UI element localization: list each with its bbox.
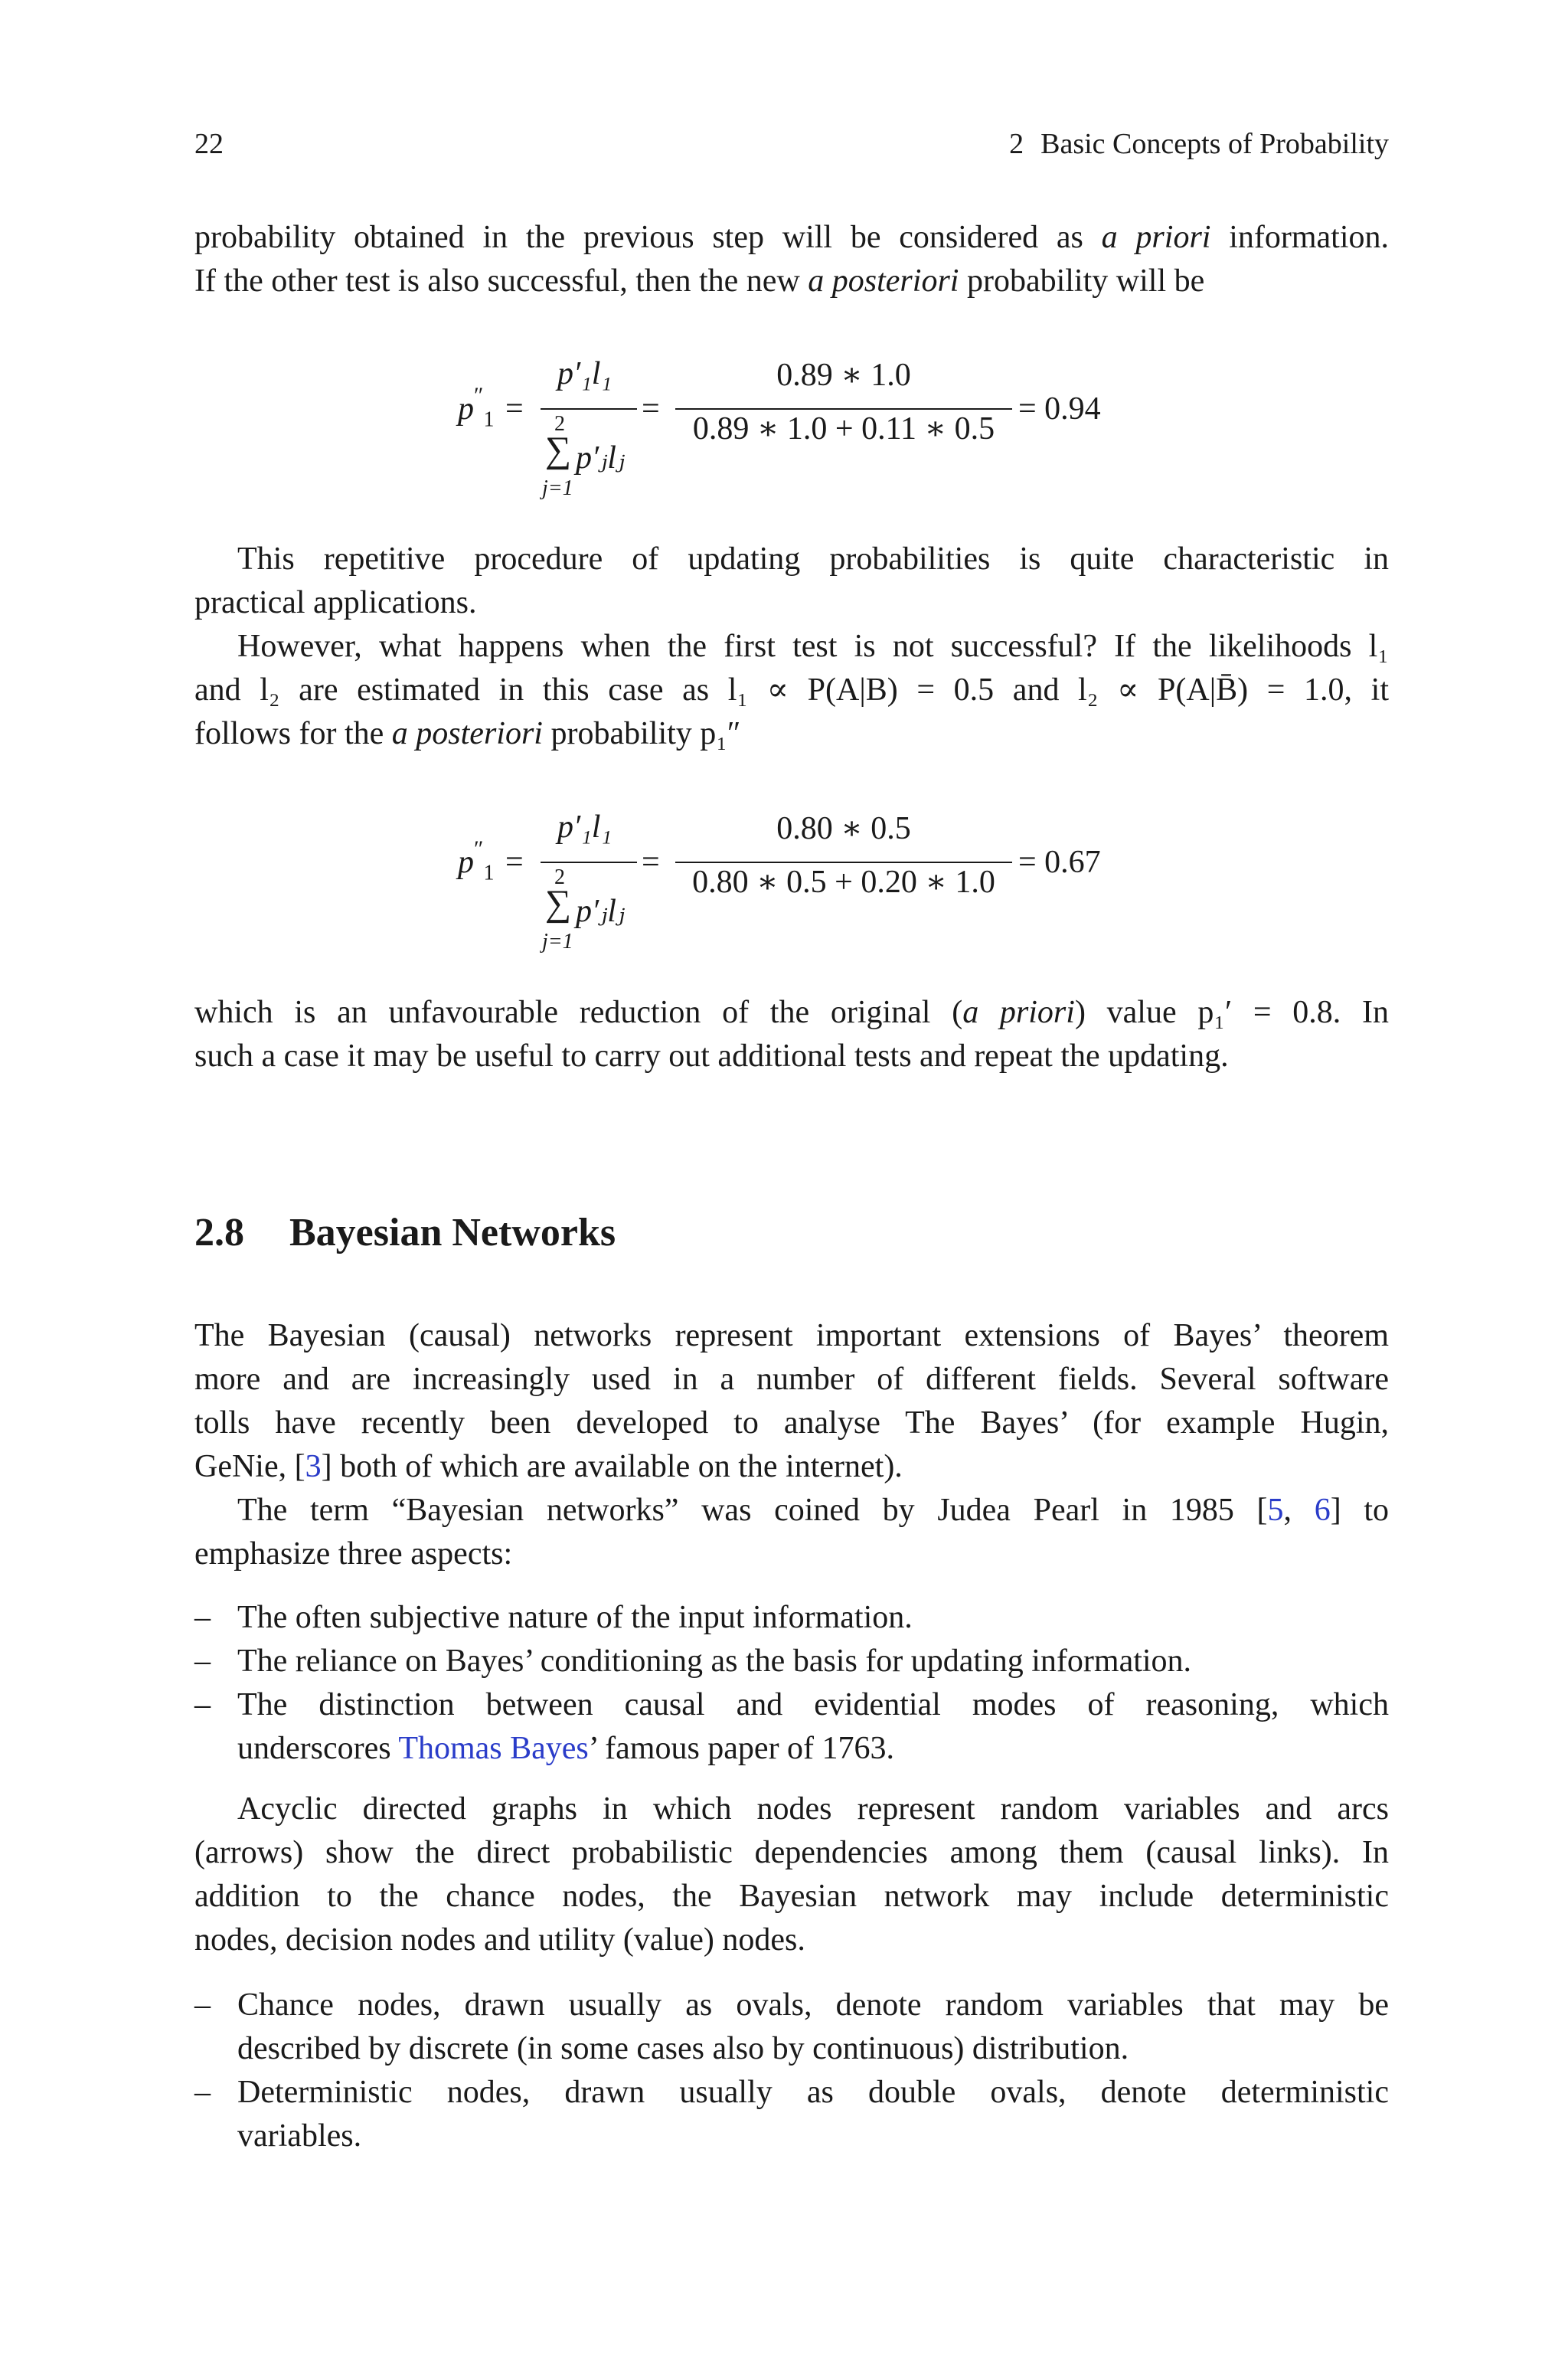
- text-line: The distinction between causal and evidential modes of reasoning, which: [237, 1687, 1389, 1722]
- list-item: [194, 1683, 1389, 1771]
- equation-result: = 0.67: [1018, 845, 1101, 880]
- aspects-list: [194, 1596, 1389, 1771]
- paragraph-unsuccessful-test: [194, 625, 1389, 756]
- equation-posterior-failure: [0, 810, 1568, 980]
- text-line: and l₂ are estimated in this case as l₁ ∝ P(A|B) = 0.5 and l₂ ∝ P(A|B̄) = 1.0, it: [194, 672, 1389, 708]
- sum-term: p′ⱼlⱼ: [576, 894, 626, 929]
- text-span: probability will be: [959, 263, 1205, 299]
- equation-result: = 0.94: [1018, 391, 1101, 427]
- sum-lower-limit: j=1: [542, 476, 573, 500]
- dash-bullet: –: [194, 1687, 211, 1722]
- text-span: ’ famous paper of 1763.: [588, 1731, 895, 1766]
- sum-sign: ∑: [545, 430, 572, 470]
- citation-link-3[interactable]: 3: [305, 1449, 322, 1484]
- sum-term: p′ⱼlⱼ: [576, 440, 626, 476]
- text-line: [194, 1489, 1389, 1532]
- equation-lhs: [458, 836, 495, 885]
- text-line: The reliance on Bayes’ conditioning as the basis for updating information.: [237, 1644, 1192, 1679]
- running-head: [1009, 127, 1389, 161]
- text-line: emphasize three aspects:: [194, 1536, 513, 1572]
- fraction-bar: [541, 862, 637, 863]
- citation-link-5[interactable]: 5: [1267, 1493, 1284, 1528]
- text-span: follows for the: [194, 716, 392, 751]
- text-line: [194, 1445, 1389, 1489]
- list-item: [194, 2071, 1389, 2158]
- text-line: [194, 712, 1389, 756]
- text-span: probability p₁″: [542, 716, 741, 751]
- lhs-symbol: p: [458, 845, 474, 880]
- fraction-numerator: p′₁l₁: [557, 356, 612, 391]
- text-line: The often subjective nature of the input information.: [237, 1600, 913, 1635]
- fraction-bar: [541, 408, 637, 410]
- sum-upper-limit: 2: [554, 865, 565, 889]
- text-line: addition to the chance nodes, the Bayesian network may include deterministic: [194, 1879, 1389, 1914]
- dash-bullet: –: [194, 1600, 211, 1635]
- text-line: nodes, decision nodes and utility (value) nodes.: [194, 1922, 805, 1958]
- text-span: ] both of which are available on the internet).: [321, 1449, 903, 1484]
- paragraph-prior-update: [194, 216, 1389, 303]
- emphasis-a-priori: a priori: [962, 995, 1075, 1030]
- text-line: more and are increasingly used in a number of different fields. Several software: [194, 1362, 1389, 1397]
- text-line: This repetitive procedure of updating probabilities is quite characteristic in: [237, 541, 1389, 577]
- text-line: (arrows) show the direct probabilistic dependencies among them (causal links). In: [194, 1835, 1389, 1870]
- fraction-denominator: 0.89 ∗ 1.0 + 0.11 ∗ 0.5: [692, 411, 995, 446]
- chapter-title: Basic Concepts of Probability: [1040, 128, 1389, 160]
- paragraph-term-origin: [194, 1489, 1389, 1576]
- equals-sign: =: [505, 391, 524, 427]
- lhs-superscript: ″: [474, 836, 484, 862]
- text-line: variables.: [237, 2118, 362, 2154]
- fraction-numerator: 0.80 ∗ 0.5: [776, 811, 911, 846]
- sum-upper-limit: 2: [554, 412, 565, 436]
- list-item: [194, 1640, 1389, 1683]
- text-line: [194, 260, 1389, 303]
- list-item: [194, 1596, 1389, 1640]
- list-item: [194, 1984, 1389, 2071]
- emphasis-a-priori: a priori: [1101, 220, 1211, 255]
- dash-bullet: –: [194, 2075, 211, 2110]
- text-line: described by discrete (in some cases also by continuous) distribution.: [237, 2031, 1129, 2066]
- page-number: 22: [194, 128, 224, 160]
- text-line: The Bayesian (causal) networks represent important extensions of Bayes’ theorem: [194, 1318, 1389, 1353]
- text-span: probability obtained in the previous step will be considered as: [194, 220, 1102, 255]
- fraction-numerator: 0.89 ∗ 1.0: [776, 358, 911, 393]
- paragraph-repetitive-procedure: [194, 538, 1389, 625]
- lhs-superscript: ″: [474, 383, 484, 408]
- text-span: GeNie, [: [194, 1449, 305, 1484]
- text-line: tolls have recently been developed to analyse The Bayes’ (for example Hugin,: [194, 1405, 1389, 1441]
- text-span: which is an unfavourable reduction of the original (: [194, 995, 963, 1030]
- text-line: Acyclic directed graphs in which nodes represent random variables and arcs: [237, 1791, 1389, 1827]
- paragraph-bayesian-networks-intro: [194, 1314, 1389, 1489]
- text-span: ,: [1283, 1493, 1315, 1528]
- text-line: Deterministic nodes, drawn usually as double ovals, denote deterministic: [237, 2075, 1389, 2110]
- fraction-denominator: 0.80 ∗ 0.5 + 0.20 ∗ 1.0: [692, 865, 995, 900]
- paragraph-acyclic-graphs: [194, 1788, 1389, 1962]
- text-line: However, what happens when the first test is not successful? If the likelihoods l₁: [237, 629, 1389, 664]
- fraction-numerator: p′₁l₁: [557, 810, 612, 845]
- section-title: Bayesian Networks: [289, 1211, 616, 1254]
- equation-lhs: [458, 383, 495, 432]
- text-line: practical applications.: [194, 585, 477, 620]
- text-line: [237, 1727, 1389, 1771]
- equals-sign: =: [642, 391, 660, 427]
- text-line: [194, 991, 1389, 1035]
- page-header: [194, 127, 1389, 164]
- text-span: ) value p₁′ = 0.8. In: [1074, 995, 1390, 1030]
- lhs-subscript: 1: [483, 407, 495, 432]
- section-heading: [194, 1210, 616, 1255]
- text-line: [194, 216, 1389, 260]
- citation-link-6[interactable]: 6: [1314, 1493, 1331, 1528]
- chapter-number: 2: [1009, 128, 1024, 160]
- text-span: If the other test is also successful, then the new: [194, 263, 808, 299]
- text-span: underscores: [237, 1731, 399, 1766]
- text-line: such a case it may be useful to carry out additional tests and repeat the updating.: [194, 1039, 1229, 1074]
- text-line: Chance nodes, drawn usually as ovals, denote random variables that may be: [237, 1987, 1389, 2023]
- equation-posterior-success: [0, 356, 1568, 527]
- node-types-list: [194, 1984, 1389, 2158]
- lhs-subscript: 1: [483, 861, 495, 885]
- paragraph-unfavourable-reduction: [194, 991, 1389, 1078]
- section-number: 2.8: [194, 1211, 244, 1254]
- sum-lower-limit: j=1: [542, 930, 573, 953]
- emphasis-a-posteriori: a posteriori: [808, 263, 959, 299]
- sum-sign: ∑: [545, 883, 572, 924]
- lhs-symbol: p: [458, 391, 474, 427]
- equals-sign: =: [642, 845, 660, 880]
- equals-sign: =: [505, 845, 524, 880]
- thomas-bayes-link[interactable]: Thomas Bayes: [398, 1731, 589, 1766]
- emphasis-a-posteriori: a posteriori: [391, 716, 543, 751]
- text-span: The term “Bayesian networks” was coined by Judea Pearl in 1985 [: [237, 1493, 1268, 1528]
- dash-bullet: –: [194, 1644, 211, 1679]
- text-span: ] to: [1330, 1493, 1389, 1528]
- dash-bullet: –: [194, 1987, 211, 2023]
- text-span: information.: [1210, 220, 1390, 255]
